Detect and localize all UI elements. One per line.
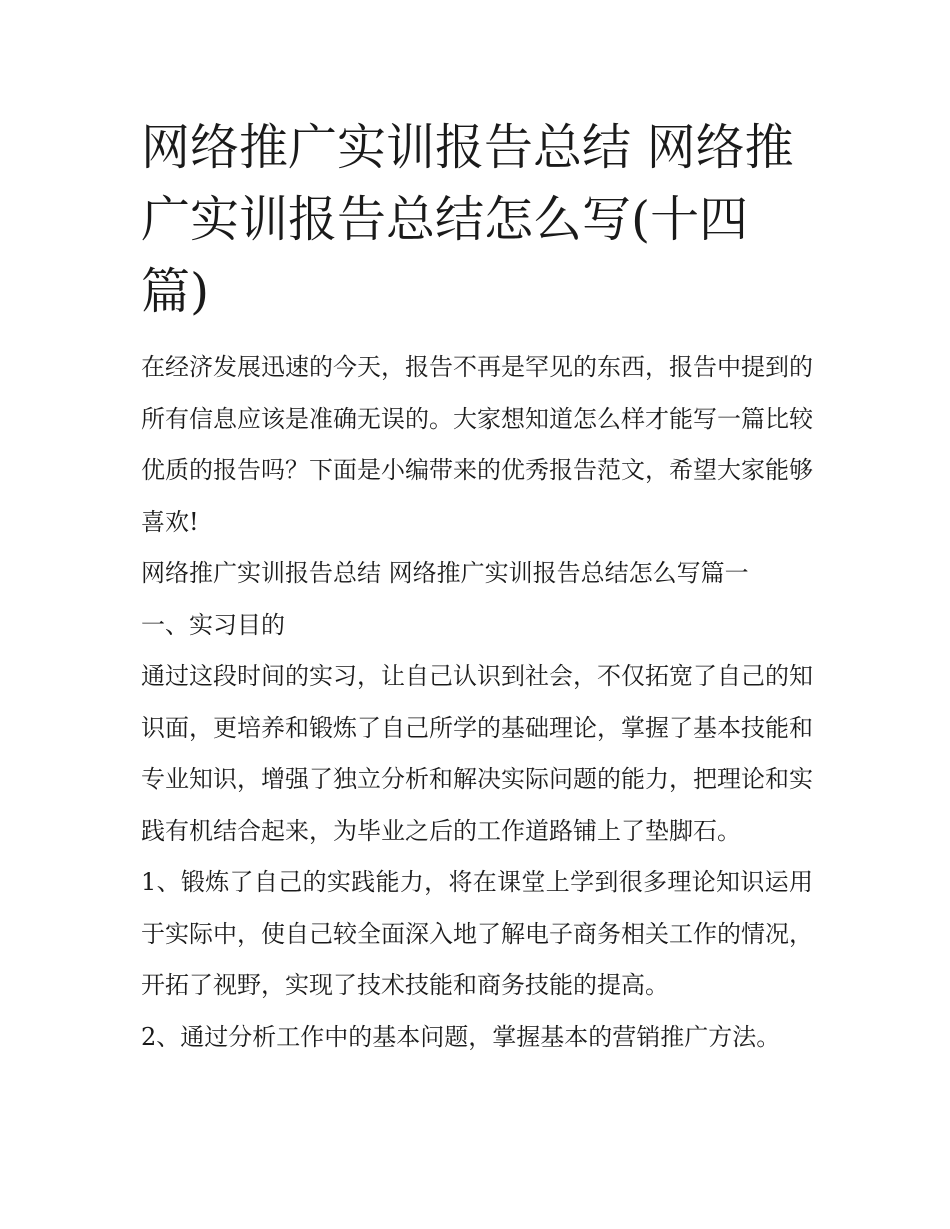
body-paragraph: 通过这段时间的实习，让自己认识到社会，不仅拓宽了自己的知识面，更培养和锻炼了自己所学的基础理论，掌握了基本技能和专业知识，增强了独立分析和解决实际问题的能力，把理论和实践有机结合起来，为毕业之后的工作道路铺上了垫脚石。 bbox=[141, 662, 813, 845]
document-title: 网络推广实训报告总结 网络推广实训报告总结怎么写(十四篇) bbox=[141, 119, 794, 320]
document-page bbox=[141, 112, 813, 1063]
list-item: 2、通过分析工作中的基本问题，掌握基本的营销推广方法。 bbox=[141, 1022, 781, 1051]
list-item: 1、锻炼了自己的实践能力，将在课堂上学到很多理论知识运用于实际中，使自己较全面深入地了解电子商务相关工作的情况，开拓了视野，实现了技术技能和商务技能的提高。 bbox=[141, 868, 813, 999]
section-heading: 一、实习目的 bbox=[141, 610, 285, 639]
section-title: 网络推广实训报告总结 网络推广实训报告总结怎么写篇一 bbox=[141, 559, 749, 587]
intro-paragraph: 在经济发展迅速的今天，报告不再是罕见的东西，报告中提到的所有信息应该是准确无误的。大家想知道怎么样才能写一篇比较优质的报告吗？下面是小编带来的优秀报告范文，希望大家能够喜欢! bbox=[141, 353, 813, 536]
